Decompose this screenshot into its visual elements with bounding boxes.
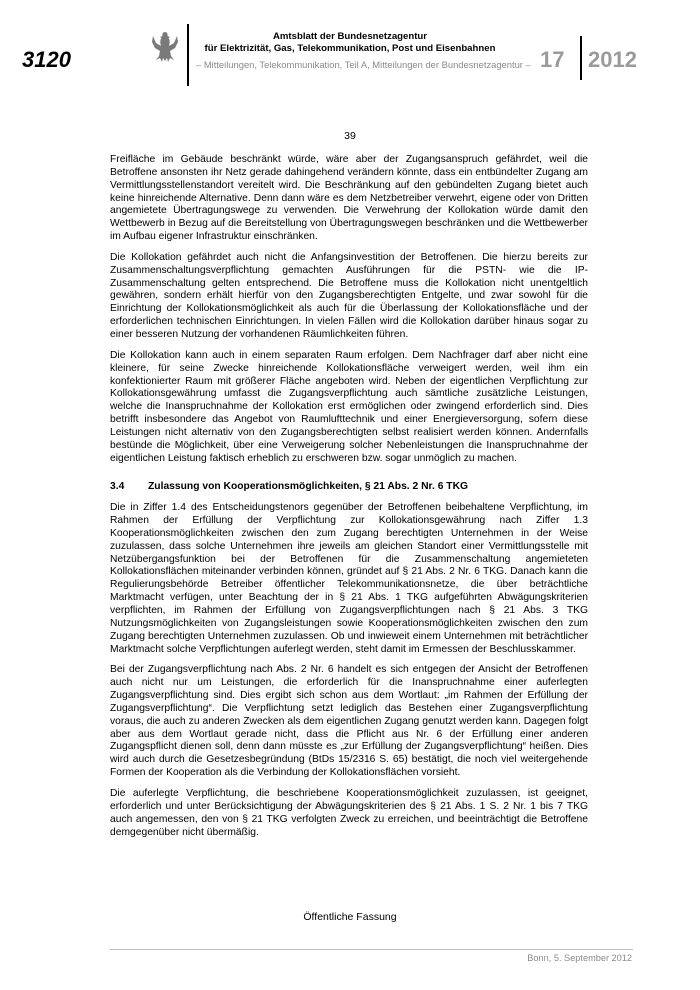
paragraph: Die Kollokation gefährdet auch nicht die Anfangsinvestition der Betroffenen. Die hierzu bereits zur Zusammenschaltungsverpflichtung gemachten Ausführungen für die PSTN- wie die IP-Zusammenschaltung gelten entsprechend. Die Betroffene muss die Kollokation nicht unentgeltlich gewähren, sondern erhält hierfür von den Zugangsberechtigten Entgelte, und zwar sowohl für die Einrichtung der Kollokationsmöglichkeit als auch für die Überlassung der Kollokationsfläche und der erforderlichen technischen Einrichtungen. In vielen Fällen wird die Kollokation darüber hinaus sogar zu einer besseren Nutzung der vorhandenen Räumlichkeiten führen.: [110, 251, 588, 340]
gazette-subtitle: – Mitteilungen, Telekommunikation, Teil A, Mitteilungen der Bundesnetzagentur –: [196, 59, 531, 70]
gazette-title: [190, 31, 510, 55]
body-text: [110, 154, 588, 847]
document-page-number: 39: [344, 130, 356, 142]
gazette-title-line2: für Elektrizität, Gas, Telekommunikation, Post und Eisenbahnen: [204, 43, 496, 54]
issue-year: 2012: [588, 47, 637, 72]
footer-date: Bonn, 5. September 2012: [527, 953, 632, 963]
issue-divider: [580, 36, 582, 80]
paragraph: Bei der Zugangsverpflichtung nach Abs. 2 Nr. 6 handelt es sich entgegen der Ansicht der Betroffenen auch nicht nur um Leistungen, die erforderlich für die Inanspruchnahme einer auferlegten Zugangsverpflichtung sind. Dies ergibt sich schon aus dem Wortlaut: „im Rahmen der Erfüllung der Zugangsverpflichtung“. Die Verpflichtung setzt lediglich das Bestehen einer Zugangsverpflichtung voraus, die auch zu anderen Zwecken als dem eigentlichen Zugang genutzt werden kann. Dagegen folgt aber aus dem Wortlaut gerade nicht, dass die Pflicht aus Nr. 6 der Erfüllung einer anderen Zugangspflicht dienen soll, denn dann müsste es „zur Erfüllung der Zugangsverpflichtung“ heißen. Dies wird auch durch die Gesetzesbegründung (BtDs 15/2316 S. 65) bestätigt, die noch viel weitergehende Formen der Kooperation als die Verbindung der Kollokationsflächen vorsieht.: [110, 664, 588, 779]
section-title: Zulassung von Kooperationsmöglichkeiten, § 21 Abs. 2 Nr. 6 TKG: [148, 481, 469, 493]
page-number: 3120: [22, 47, 71, 72]
paragraph: Die Kollokation kann auch in einem separaten Raum erfolgen. Dem Nachfrager darf aber nicht eine kleinere, für seine Zwecke hinreichende Kollokationsfläche verweigert werden, weil ihm ein konfektionierter Raum mit größerer Fläche angeboten wird. Neben der eigentlichen Verpflichtung zur Kollokationsgewährung umfasst die Zugangsverpflichtung auch sämtliche zusätzliche Leistungen, welche die Inanspruchnahme der Kollokation erst ermöglichen oder zwingend erforderlich sind. Dies betrifft insbesondere das Angebot von Raumlufttechnik und einer Energieversorgung, sofern diese Leistungen nicht alternativ von den Zugangsberechtigten selbst realisiert werden können. Andernfalls bestünde die Möglichkeit, über eine Verweigerung solcher Nebenleistungen die Inanspruchnahme der eigentlichen Leistung faktisch erheblich zu erschweren bzw. sogar unmöglich zu machen.: [110, 349, 588, 464]
issue-number: 17: [540, 47, 565, 72]
section-heading: [110, 481, 588, 494]
gazette-title-line1: Amtsblatt der Bundesnetzagentur: [272, 31, 428, 42]
paragraph: Freifläche im Gebäude beschränkt würde, wäre aber der Zugangsanspruch gefährdet, weil die Betroffene ansonsten ihr Netz gerade dahingehend verändern könnte, dass ein entbündelter Zugang am Vermittlungsstellenstandort vereitelt wird. Die Beschränkung auf den gebündelten Zugang bietet auch keine hinreichende Alternative. Denn dann wäre es dem Netzbetreiber verwehrt, eigene oder von Dritten angemietete Übertragungswege zu verwenden. Die Verwehrung der Kollokation würde damit den Wettbewerb in Bezug auf die Bereitstellung von Übertragungswegen beschränken und die Wettbewerber im Aufbau eigener Infrastruktur einschränken.: [110, 154, 588, 243]
footer-rule: [110, 949, 633, 950]
paragraph: Die auferlegte Verpflichtung, die beschriebene Kooperationsmöglichkeit zuzulassen, ist geeignet, erforderlich und unter Berücksichtigung der Abwägungskriterien des § 21 Abs. 1 S. 2 Nr. 1 bis 7 TKG auch angemessen, den von § 21 TKG verfolgten Zweck zu erreichen, und beeinträchtigt die Betroffene demgegenüber nicht übermäßig.: [110, 787, 588, 838]
header-vertical-rule: [187, 24, 189, 86]
public-version-label: Öffentliche Fassung: [303, 911, 397, 923]
federal-eagle-icon: [150, 30, 180, 64]
section-number: 3.4: [110, 481, 125, 493]
paragraph: Die in Ziffer 1.4 des Entscheidungstenors gegenüber der Betroffenen beibehaltene Verpflichtung, im Rahmen der Erfüllung der Verpflichtung zur Kollokationsgewährung nach Ziffer 1.3 Kooperationsmöglichkeiten zwischen den zum Zugang berechtigten Unternehmen in der Weise zuzulassen, dass solche Unternehmen ihre jeweils am gleichen Standort einer Vermittlungsstelle mit Netzübergangsfunktion bei der Betroffenen für die Zusammenschaltung angemieteten Kollokationsflächen miteinander verbinden können, gründet auf § 21 Abs. 2 Nr. 6 TKG. Danach kann die Regulierungsbehörde Betreiber öffentlicher Telekommunikationsnetze, die über beträchtliche Marktmacht verfügen, unter Beachtung der in § 21 Abs. 1 TKG aufgeführten Abwägungskriterien verpflichten, im Rahmen der Erfüllung von Zugangsverpflichtungen nach § 21 Abs. 3 TKG Nutzungsmöglichkeiten von Zugangsleistungen sowie Kooperationsmöglichkeiten zwischen den zum Zugang berechtigten Unternehmen zuzulassen. Ob und inwieweit einem Unternehmen mit beträchtlicher Marktmacht solche Verpflichtungen auferlegt werden, steht damit im Ermessen der Beschlusskammer.: [110, 502, 588, 655]
